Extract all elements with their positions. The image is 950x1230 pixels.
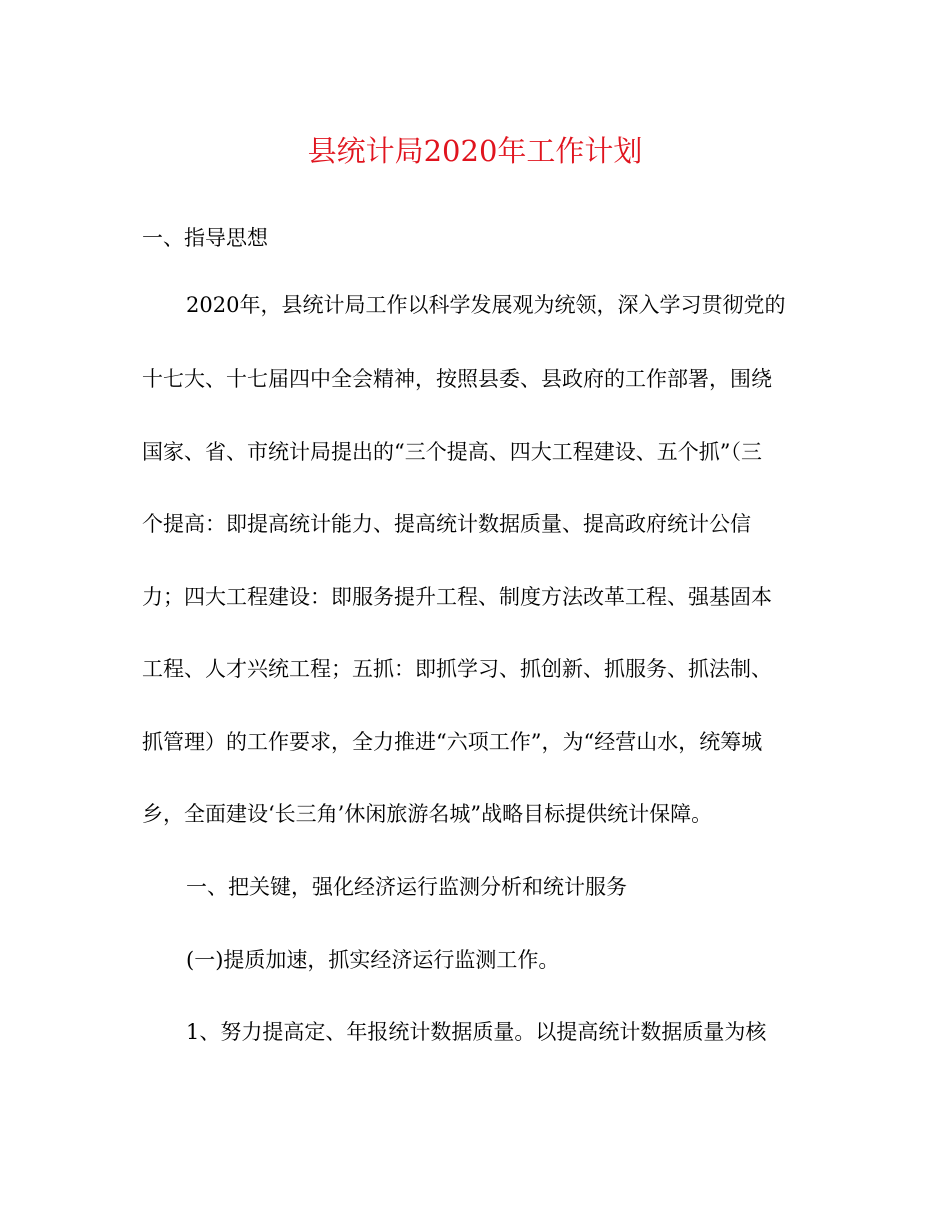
section-heading-key-points: 一、把关键，强化经济运行监测分析和统计服务 bbox=[186, 875, 627, 899]
paragraph-line: 1、努力提高定、年报统计数据质量。以提高统计数据质量为核 bbox=[186, 1020, 767, 1044]
paragraph-line: 乡，全面建设‘长三角’休闲旅游名城”战略目标提供统计保障。 bbox=[142, 802, 713, 826]
paragraph-line: 2020年，县统计局工作以科学发展观为统领，深入学习贯彻党的 bbox=[186, 293, 786, 317]
paragraph-line: 国家、省、市统计局提出的“三个提高、四大工程建设、五个抓”（三 bbox=[142, 440, 762, 464]
document-title: 县统计局2020年工作计划 bbox=[307, 134, 643, 168]
paragraph-line: 个提高：即提高统计能力、提高统计数据质量、提高政府统计公信 bbox=[142, 512, 751, 536]
subsection-heading: (一)提质加速，抓实经济运行监测工作。 bbox=[186, 948, 560, 972]
paragraph-line: 工程、人才兴统工程；五抓：即抓学习、抓创新、抓服务、抓法制、 bbox=[142, 657, 772, 681]
paragraph-line: 十七大、十七届四中全会精神，按照县委、县政府的工作部署，围绕 bbox=[142, 367, 772, 391]
section-heading-guiding-ideology: 一、指导思想 bbox=[142, 226, 268, 250]
paragraph-line: 力；四大工程建设：即服务提升工程、制度方法改革工程、强基固本 bbox=[142, 585, 772, 609]
paragraph-line: 抓管理）的工作要求，全力推进“六项工作”，为“经营山水，统筹城 bbox=[142, 730, 763, 754]
